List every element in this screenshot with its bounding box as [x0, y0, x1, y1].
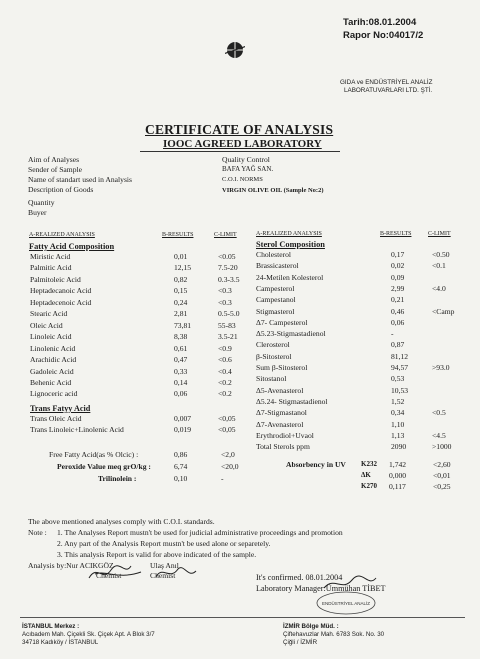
fatty-acid-limit: 55-83: [218, 321, 236, 330]
sterol-result: 1,13: [391, 431, 405, 440]
footer-istanbul-city: 34718 Kadıköy / İSTANBUL: [22, 639, 99, 646]
sterol-limit: <0.50: [432, 250, 450, 259]
fatty-acid-limit: <0.2: [218, 389, 232, 398]
report-number: Rapor No:04017/2: [343, 30, 424, 41]
absorbency-result: 1,742: [389, 460, 407, 469]
lab-name-line1: GIDA ve ENDÜSTRİYEL ANALİZ: [340, 79, 433, 86]
fatty-acid-name: Heptadecanoic Acid: [30, 286, 92, 295]
sterol-result: 0,53: [391, 374, 405, 383]
right-header-results: B-RESULTS: [380, 231, 412, 237]
sterol-name: Δ5-Avenasterol: [256, 386, 304, 395]
fatty-acid-name: Linoleic Acid: [30, 332, 72, 341]
sterol-result: 0,06: [391, 318, 405, 327]
sterol-result: 0,17: [391, 250, 405, 259]
compliance-statement: The above mentioned analyses comply with C.O.I. standards.: [28, 517, 215, 526]
fatty-acid-result: 0,01: [174, 252, 188, 261]
fatty-acid-result: 2,81: [174, 309, 188, 318]
info-value: VIRGIN OLIVE OIL (Sample No:2): [222, 187, 324, 194]
second-analyst-title: Chemist: [150, 571, 176, 580]
fatty-acid-result: 0,33: [174, 367, 188, 376]
sterol-limit: >1000: [432, 442, 452, 451]
section-fatty-acid: Fatty Acid Composition: [29, 242, 115, 251]
sterol-result: 94,57: [391, 363, 409, 372]
fatty-acid-result: 0,06: [174, 389, 188, 398]
footer-istanbul-address: Acıbadem Mah. Çiçekli Sk. Çiçek Apt. A Blok 3/7: [22, 631, 155, 638]
fatty-acid-result: 8,38: [174, 332, 188, 341]
sterol-result: 0,09: [391, 273, 405, 282]
fatty-acid-limit: <0.6: [218, 355, 232, 364]
info-label: Aim of Analyses: [28, 155, 80, 164]
absorbency-result: 0,117: [389, 482, 406, 491]
info-label: Buyer: [28, 208, 47, 217]
fatty-acid-name: Heptadecenoic Acid: [30, 298, 92, 307]
right-header-limit: C-LIMIT: [428, 231, 451, 237]
title-divider: [140, 151, 340, 152]
sterol-name: Erythrodiol+Uvaol: [256, 431, 314, 440]
quality-parameter-result: 6,74: [174, 462, 188, 471]
sterol-result: 1,52: [391, 397, 405, 406]
absorbency-result: 0,000: [389, 471, 407, 480]
sterol-name: 24-Metilen Kolesterol: [256, 273, 324, 282]
trans-acid-name: Trans Oleic Acid: [30, 414, 82, 423]
footer-izmir-city: Çiğli / İZMİR: [283, 639, 318, 646]
fatty-acid-result: 0,15: [174, 286, 188, 295]
fatty-acid-limit: 0.5-5.0: [218, 309, 240, 318]
analysis-by: Analysis by:Nur ACIKGÖZ: [28, 561, 114, 570]
quality-parameter-limit: -: [221, 474, 224, 483]
fatty-acid-limit: <0.3: [218, 286, 232, 295]
fatty-acid-name: Miristic Acid: [30, 252, 71, 261]
sterol-name: Cholesterol: [256, 250, 292, 259]
fatty-acid-limit: <0.2: [218, 378, 232, 387]
fatty-acid-limit: 7.5-20: [218, 263, 238, 272]
sterol-limit: <Camp: [432, 307, 455, 316]
fatty-acid-limit: <0.05: [218, 252, 236, 261]
analyst-title: Chemist: [96, 571, 122, 580]
sterol-name: Campestanol: [256, 295, 296, 304]
sterol-result: 2,99: [391, 284, 405, 293]
info-value: C.O.I. NORMS: [222, 176, 263, 183]
fatty-acid-name: Oleic Acid: [30, 321, 63, 330]
trans-acid-name: Trans Linoleic+Linolenic Acid: [30, 425, 124, 434]
info-label: Sender of Sample: [28, 165, 82, 174]
sterol-name: Campesterol: [256, 284, 295, 293]
lab-manager: Laboratory Manager:Ümmühan TİBET: [256, 584, 386, 593]
company-stamp-icon: [315, 590, 377, 616]
sterol-limit: <4.0: [432, 284, 446, 293]
globe-logo-icon: [225, 40, 245, 60]
sterol-name: Δ5.24- Stigmastadienol: [256, 397, 328, 406]
section-sterol: Sterol Composition: [256, 240, 325, 249]
sterol-name: Total Sterols ppm: [256, 442, 310, 451]
sterol-name: Δ7-Avenasterol: [256, 420, 304, 429]
sterol-result: 0,34: [391, 408, 405, 417]
quality-parameter-name: Free Fatty Acid(as % Olcic) :: [49, 450, 139, 459]
absorbency-parameter: K232: [361, 460, 377, 468]
fatty-acid-name: Gadoleic Acid: [30, 367, 74, 376]
fatty-acid-result: 0,14: [174, 378, 188, 387]
fatty-acid-limit: <0.9: [218, 344, 232, 353]
sterol-limit: <0.5: [432, 408, 446, 417]
section-trans-fatty-acid: Trans Fatyy Acid: [30, 404, 91, 413]
quality-parameter-name: Trilinolein :: [98, 474, 137, 483]
info-value: BAFA YAĞ SAN.: [222, 165, 274, 173]
trans-acid-result: 0,019: [174, 425, 192, 434]
absorbency-limit: <2,60: [433, 460, 451, 469]
report-date: Tarih:08.01.2004: [343, 17, 417, 28]
sterol-result: 0,21: [391, 295, 405, 304]
footer-divider: [20, 617, 465, 618]
info-label: Name of standart used in Analysis: [28, 175, 132, 184]
sterol-name: Δ7-Stigmastanol: [256, 408, 307, 417]
certificate-title: CERTIFICATE OF ANALYSIS: [145, 122, 334, 137]
fatty-acid-name: Stearic Acid: [30, 309, 68, 318]
sterol-result: 0,87: [391, 340, 405, 349]
trans-acid-limit: <0,05: [218, 425, 236, 434]
quality-parameter-limit: <2,0: [221, 450, 235, 459]
analyst-signature: [85, 560, 145, 586]
sterol-name: Brassicasterol: [256, 261, 299, 270]
sterol-name: β-Sitosterol: [256, 352, 292, 361]
info-label: Quantity: [28, 198, 55, 207]
sterol-name: Δ5.23-Stigmastadienol: [256, 329, 326, 338]
fatty-acid-result: 0,47: [174, 355, 188, 364]
sterol-result: 81,12: [391, 352, 409, 361]
sterol-result: 10,53: [391, 386, 409, 395]
sterol-limit: <4.5: [432, 431, 446, 440]
absorbency-limit: <0,01: [433, 471, 451, 480]
lab-name-line2: LABORATUVARLARI LTD. ŞTİ.: [344, 87, 433, 94]
sterol-name: Sum β-Sitosterol: [256, 363, 308, 372]
fatty-acid-result: 12,15: [174, 263, 192, 272]
fatty-acid-result: 0,82: [174, 275, 188, 284]
left-header-results: B-RESULTS: [162, 232, 194, 238]
fatty-acid-limit: <0.3: [218, 298, 232, 307]
footer-izmir-title: İZMİR Bölge Müd. :: [283, 623, 339, 630]
fatty-acid-result: 73,81: [174, 321, 192, 330]
certificate-subtitle: IOOC AGREED LABORATORY: [163, 138, 322, 150]
fatty-acid-name: Palmitic Acid: [30, 263, 72, 272]
fatty-acid-limit: 0.3-3.5: [218, 275, 240, 284]
fatty-acid-limit: <0.4: [218, 367, 232, 376]
fatty-acid-limit: 3.5-21: [218, 332, 238, 341]
right-header-analysis: A-REALIZED ANALYSIS: [256, 231, 322, 237]
second-analyst-name: Ulaş Anıl: [150, 561, 179, 570]
sterol-result: 0,02: [391, 261, 405, 270]
quality-parameter-result: 0,86: [174, 450, 188, 459]
sterol-limit: <0.1: [432, 261, 446, 270]
info-value: Quality Control: [222, 155, 270, 164]
note-1: 1. The Analyses Report mustn't be used for judicial administrative proceedings and promotion: [57, 528, 343, 537]
fatty-acid-name: Palmitoleic Acid: [30, 275, 81, 284]
absorbency-label: Absorbency in UV: [286, 460, 346, 469]
quality-parameter-result: 0,10: [174, 474, 188, 483]
sterol-name: Sitostanol: [256, 374, 287, 383]
left-header-limit: C-LIMIT: [214, 232, 237, 238]
footer-izmir-address: Çiftehavuzlar Mah. 6783 Sok. No. 30: [283, 631, 385, 638]
absorbency-parameter: ΔK: [361, 471, 371, 479]
note-3: 3. This analysis Report is valid for above indicated of the sample.: [57, 550, 257, 559]
note-2: 2. Any part of the Analysis Report mustn't be used alone or separetely.: [57, 539, 271, 548]
fatty-acid-result: 0,61: [174, 344, 188, 353]
sterol-result: 0,46: [391, 307, 405, 316]
confirmation-date: It's confirmed. 08.01.2004: [256, 573, 343, 582]
sterol-name: Δ7- Campesterol: [256, 318, 308, 327]
sterol-result: 2090: [391, 442, 407, 451]
fatty-acid-result: 0,24: [174, 298, 188, 307]
trans-acid-result: 0,007: [174, 414, 192, 423]
fatty-acid-name: Behenic Acid: [30, 378, 72, 387]
fatty-acid-name: Linolenic Acid: [30, 344, 76, 353]
left-header-analysis: A-REALIZED ANALYSIS: [29, 232, 95, 238]
sterol-result: 1,10: [391, 420, 405, 429]
notes-prefix: Note :: [28, 528, 47, 537]
quality-parameter-limit: <20,0: [221, 462, 239, 471]
sterol-name: Clerosterol: [256, 340, 290, 349]
sterol-result: -: [391, 329, 394, 338]
sterol-limit: >93.0: [432, 363, 450, 372]
quality-parameter-name: Peroxide Value meq grO/kg :: [57, 462, 151, 471]
fatty-acid-name: Arachidic Acid: [30, 355, 77, 364]
second-analyst-signature: [150, 561, 200, 585]
sterol-name: Stigmasterol: [256, 307, 295, 316]
stamp-text: ENDÜSTRİYEL ANALİZ: [321, 601, 371, 606]
trans-acid-limit: <0,05: [218, 414, 236, 423]
footer-istanbul-title: İSTANBUL Merkez :: [22, 623, 80, 630]
absorbency-limit: <0,25: [433, 482, 451, 491]
absorbency-parameter: K270: [361, 482, 377, 490]
info-label: Description of Goods: [28, 185, 94, 194]
fatty-acid-name: Lignoceric acid: [30, 389, 78, 398]
